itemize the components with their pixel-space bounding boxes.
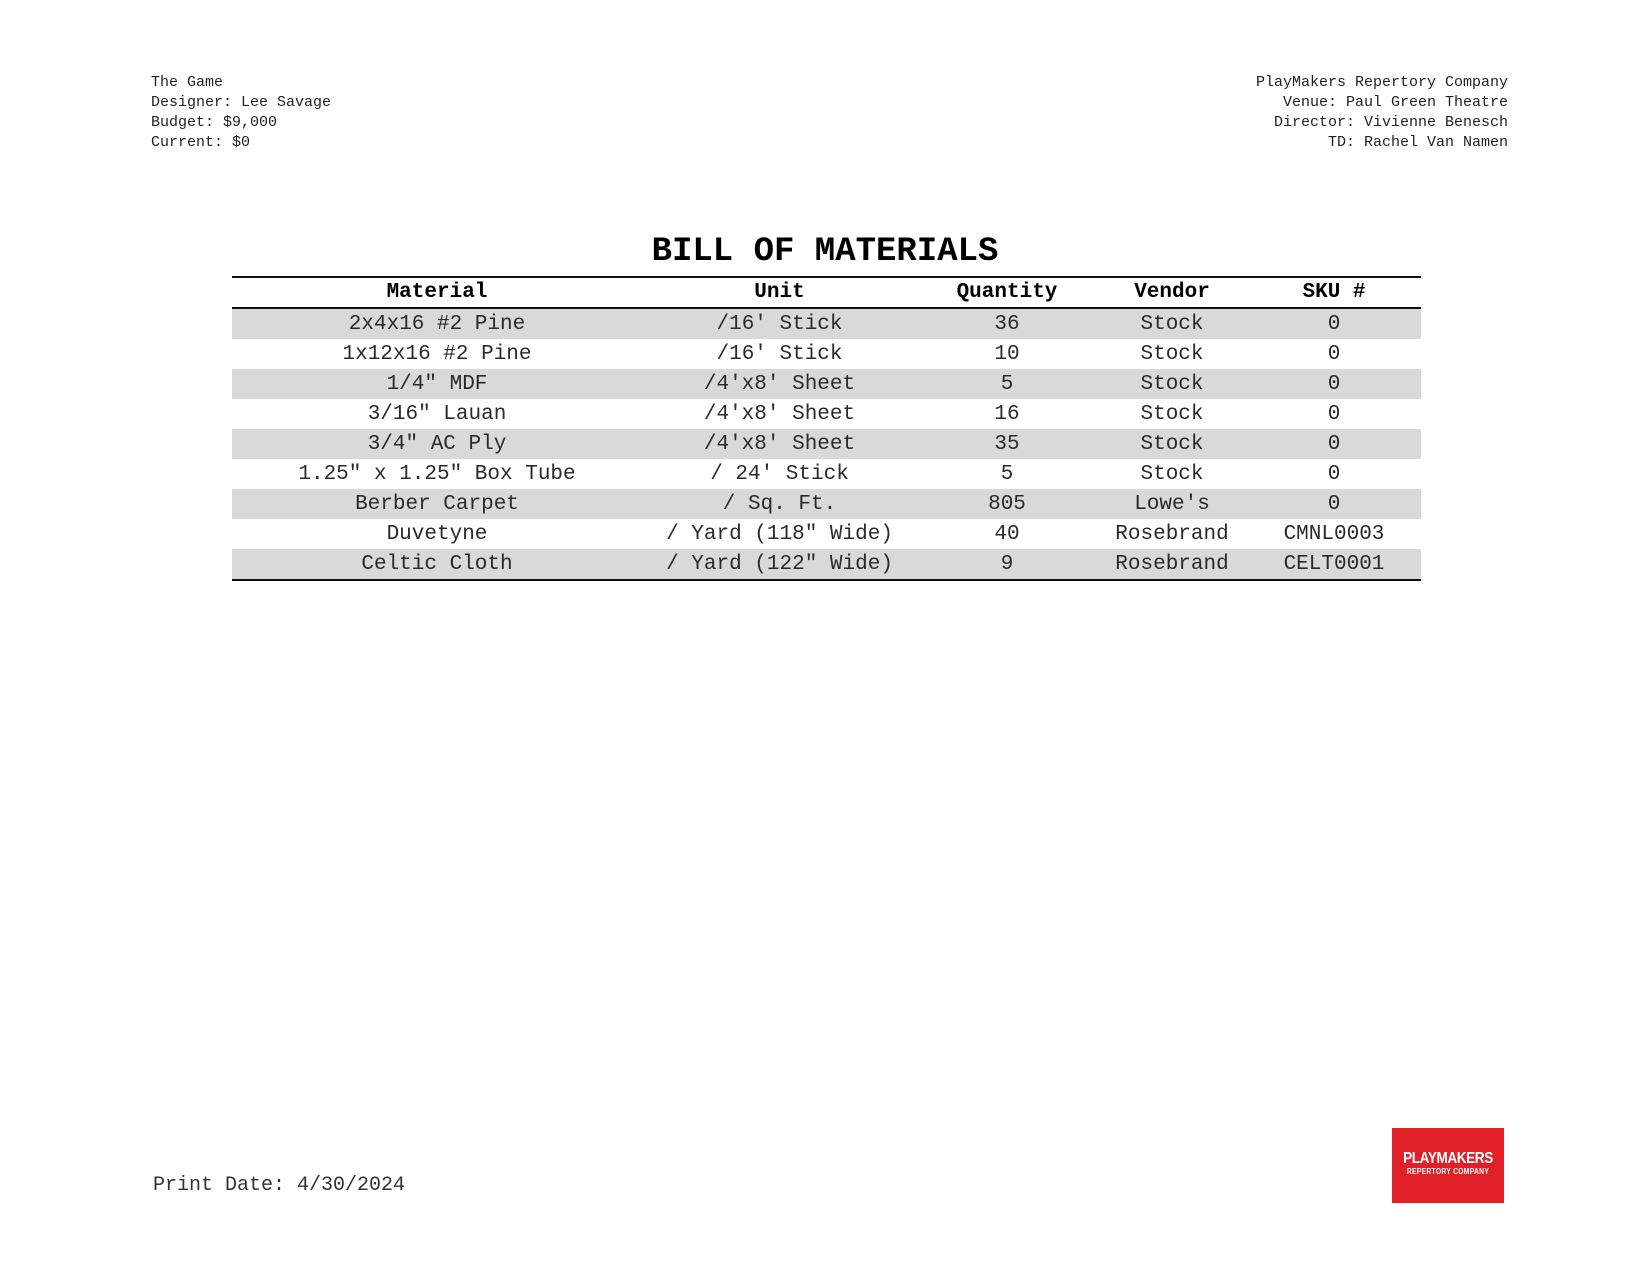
vendor-cell: Stock [1140, 342, 1204, 366]
vendor-cell: Rosebrand [1115, 522, 1229, 546]
unit-cell: / Sq. Ft. [722, 492, 837, 516]
vendor-cell: Stock [1140, 402, 1204, 426]
table-row [232, 549, 1421, 580]
show-title: The Game [151, 74, 224, 91]
director-line: Director: Vivienne Benesch [1273, 114, 1508, 131]
unit-cell: /16' Stick [716, 312, 843, 336]
vendor-cell: Stock [1140, 312, 1204, 336]
unit-cell: /4'x8' Sheet [703, 372, 856, 396]
column-header-quantity: Quantity [956, 281, 1058, 304]
unit-cell: /16' Stick [716, 342, 843, 366]
quantity-cell: 35 [994, 432, 1020, 456]
page-title: BILL OF MATERIALS [651, 233, 999, 271]
quantity-cell: 40 [994, 522, 1020, 546]
unit-cell: /4'x8' Sheet [703, 432, 856, 456]
sku-cell: 0 [1327, 492, 1341, 516]
quantity-cell: 36 [994, 312, 1020, 336]
quantity-cell: 10 [994, 342, 1020, 366]
playmakers-logo [1392, 1128, 1504, 1203]
material-cell: 2x4x16 #2 Pine [348, 312, 526, 336]
unit-cell: /4'x8' Sheet [703, 402, 856, 426]
vendor-cell: Stock [1140, 372, 1204, 396]
column-header-sku: SKU # [1302, 281, 1366, 304]
vendor-cell: Lowe's [1134, 492, 1210, 516]
current-line: Current: $0 [151, 134, 251, 151]
materials-table [232, 276, 1421, 581]
material-cell: 1.25" x 1.25" Box Tube [298, 462, 576, 486]
logo-wordmark: PLAYMAKERS [1403, 1150, 1493, 1167]
sku-cell: 0 [1327, 402, 1341, 426]
table-header-row [232, 277, 1421, 308]
print-date: Print Date: 4/30/2024 [153, 1174, 406, 1197]
table-row [232, 399, 1421, 429]
table-row [232, 519, 1421, 549]
vendor-cell: Stock [1140, 462, 1204, 486]
material-cell: Duvetyne [386, 522, 488, 546]
quantity-cell: 9 [1000, 552, 1014, 576]
sku-cell: 0 [1327, 432, 1341, 456]
td-line: TD: Rachel Van Namen [1327, 134, 1508, 151]
sku-cell: 0 [1327, 462, 1341, 486]
sku-cell: CELT0001 [1283, 552, 1385, 576]
table-row [232, 369, 1421, 399]
company-info [1256, 73, 1508, 153]
venue-line: Venue: Paul Green Theatre [1282, 94, 1508, 111]
unit-cell: / 24' Stick [710, 462, 849, 486]
quantity-cell: 16 [994, 402, 1020, 426]
table-row [232, 489, 1421, 519]
column-header-vendor: Vendor [1134, 281, 1210, 304]
unit-cell: / Yard (122" Wide) [666, 552, 893, 576]
material-cell: Celtic Cloth [361, 552, 513, 576]
quantity-cell: 5 [1000, 462, 1014, 486]
vendor-cell: Rosebrand [1115, 552, 1229, 576]
quantity-cell: 5 [1000, 372, 1014, 396]
budget-line: Budget: $9,000 [151, 114, 278, 131]
material-cell: 1x12x16 #2 Pine [342, 342, 532, 366]
unit-cell: / Yard (118" Wide) [666, 522, 893, 546]
material-cell: Berber Carpet [355, 492, 519, 516]
vendor-cell: Stock [1140, 432, 1204, 456]
designer-line: Designer: Lee Savage [151, 94, 332, 111]
column-header-unit: Unit [754, 281, 805, 304]
column-header-material: Material [386, 281, 488, 304]
table-row [232, 339, 1421, 369]
sku-cell: 0 [1327, 312, 1341, 336]
sku-cell: CMNL0003 [1283, 522, 1385, 546]
table-row [232, 459, 1421, 489]
table-row [232, 308, 1421, 339]
company-name: PlayMakers Repertory Company [1255, 74, 1508, 91]
production-info [151, 73, 331, 153]
table-row [232, 429, 1421, 459]
material-cell: 1/4" MDF [386, 372, 488, 396]
sku-cell: 0 [1327, 342, 1341, 366]
material-cell: 3/4" AC Ply [367, 432, 507, 456]
quantity-cell: 805 [988, 492, 1026, 516]
material-cell: 3/16" Lauan [367, 402, 507, 426]
logo-subtitle: REPERTORY COMPANY [1406, 1167, 1490, 1176]
sku-cell: 0 [1327, 372, 1341, 396]
